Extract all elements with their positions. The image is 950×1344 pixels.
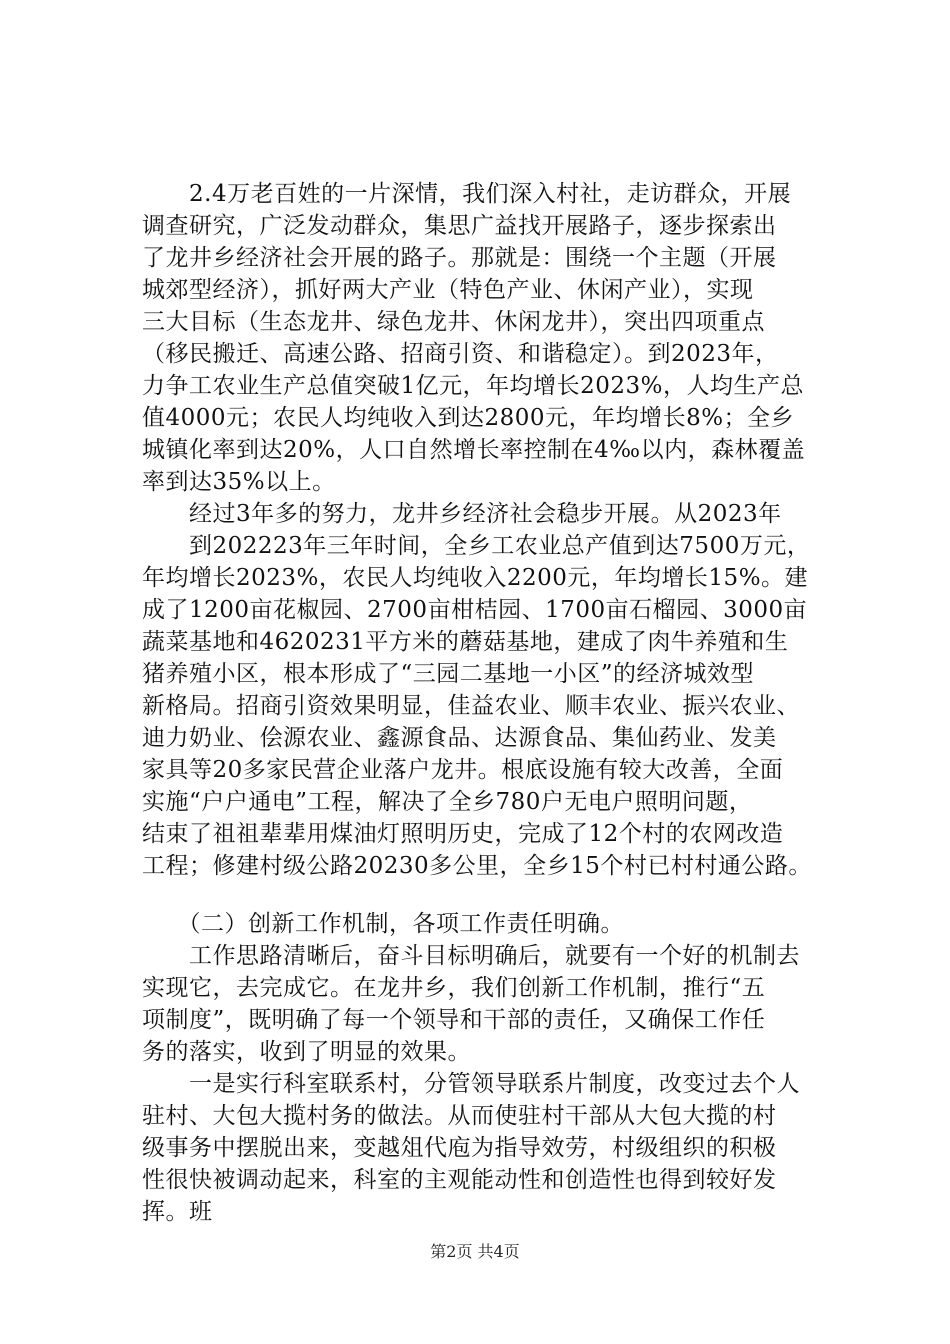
text-line: 驻村、大包大揽村务的做法。从而使驻村干部从大包大揽的村	[142, 1103, 777, 1129]
text-line: 挥。班	[142, 1199, 213, 1225]
text-line: 城郊型经济），抓好两大产业（特色产业、休闲产业），实现	[142, 277, 754, 303]
text-line: （移民搬迁、高速公路、招商引资、和谐稳定）。到2023年，	[142, 341, 779, 367]
text-line: 新格局。招商引资效果明显，佳益农业、顺丰农业、振兴农业、	[142, 693, 800, 719]
text-line: 一是实行科室联系村，分管领导联系片制度，改变过去个人	[142, 1071, 800, 1097]
text-line: 工作思路清晰后，奋斗目标明确后，就要有一个好的机制去	[142, 943, 800, 969]
text-line: 调查研究，广泛发动群众，集思广益找开展路子，逐步探索出	[142, 213, 777, 239]
text-line: 性很快被调动起来，科室的主观能动性和创造性也得到较好发	[142, 1167, 777, 1193]
text-line: 项制度”，既明确了每一个领导和干部的责任，又确保工作任	[142, 1007, 766, 1033]
body-text	[142, 178, 842, 1228]
text-line: 力争工农业生产总值突破1亿元，年均增长2023%，人均生产总	[142, 373, 805, 399]
text-line: 成了1200亩花椒园、2700亩柑桔园、1700亩石榴园、3000亩	[142, 597, 808, 623]
text-line: 三大目标（生态龙井、绿色龙井、休闲龙井），突出四项重点	[142, 309, 765, 335]
page-number: 第2页 共4页	[430, 1242, 520, 1261]
section-1	[142, 178, 842, 882]
text-line: 工程；修建村级公路20230多公里，全乡15个村已村村通公路。	[142, 853, 812, 879]
text-line: 2.4万老百姓的一片深情，我们深入村社，走访群众，开展	[142, 181, 792, 207]
text-line: 蔬菜基地和4620231平方米的蘑菇基地，建成了肉牛养殖和生	[142, 629, 789, 655]
text-line: 实施“户户通电”工程，解决了全乡780户无电户照明问题，	[142, 789, 753, 815]
text-line: 务的落实，收到了明显的效果。	[142, 1039, 471, 1065]
text-line: 猪养殖小区，根本形成了“三园二基地一小区”的经济城效型	[142, 661, 755, 687]
text-line: 率到达35%以上。	[142, 469, 336, 495]
text-line: 经过3年多的努力，龙井乡经济社会稳步开展。从2023年	[142, 501, 782, 527]
text-line: 城镇化率到达20%，人口自然增长率控制在4‰以内，森林覆盖	[142, 437, 806, 463]
text-line: 实现它，去完成它。在龙井乡，我们创新工作机制，推行“五	[142, 975, 766, 1001]
text-line: 级事务中摆脱出来，变越俎代庖为指导效劳，村级组织的积极	[142, 1135, 777, 1161]
text-line: 家具等20多家民营企业落户龙井。根底设施有较大改善，全面	[142, 757, 784, 783]
text-line: 值4000元；农民人均纯收入到达2800元，年均增长8%；全乡	[142, 405, 795, 431]
section-2	[142, 908, 842, 1228]
text-line: 了龙井乡经济社会开展的路子。那就是：围绕一个主题（开展	[142, 245, 777, 271]
text-line: 到202223年三年时间，全乡工农业总产值到达7500万元，	[142, 533, 811, 559]
text-line: 迪力奶业、侩源农业、鑫源食品、达源食品、集仙药业、发美	[142, 725, 777, 751]
paragraph-gap	[142, 882, 842, 908]
section-heading: （二）创新工作机制，各项工作责任明确。	[142, 911, 624, 937]
text-line: 年均增长2023%，农民人均纯收入2200元，年均增长15%。建	[142, 565, 809, 591]
text-line: 结束了祖祖辈辈用煤油灯照明历史，完成了12个村的农网改造	[142, 821, 784, 847]
